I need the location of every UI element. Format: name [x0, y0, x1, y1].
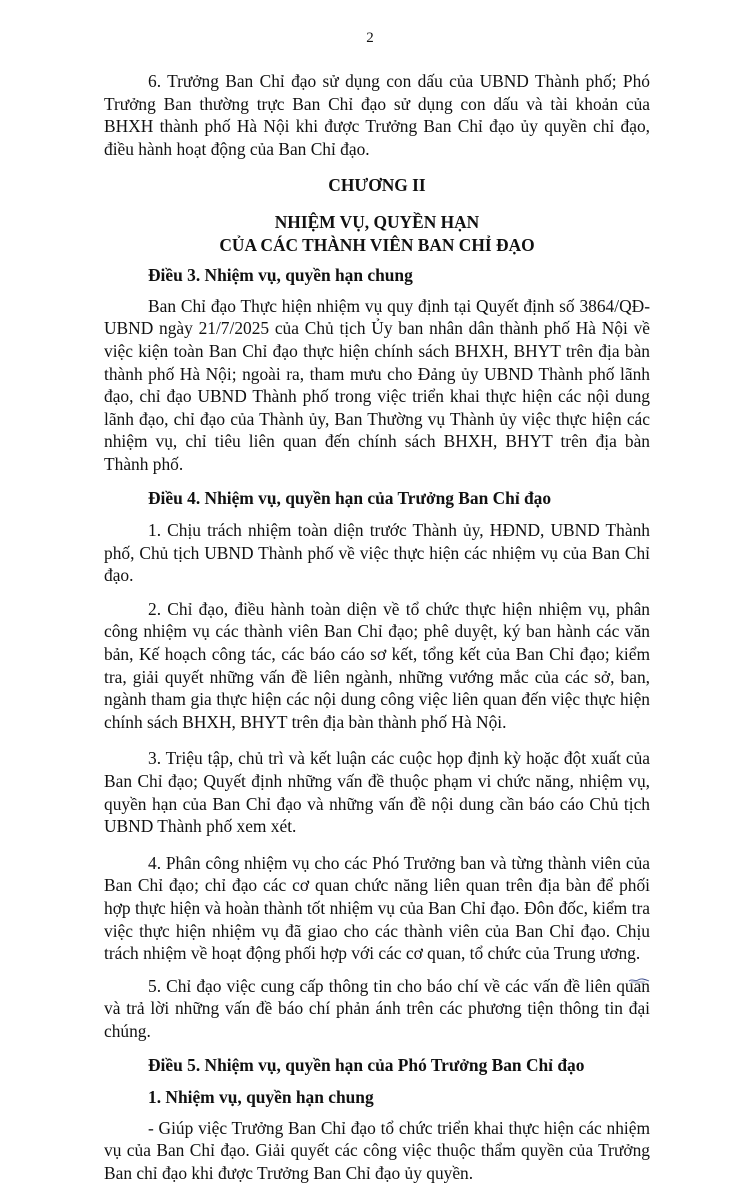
article-5-subheading-1: 1. Nhiệm vụ, quyền hạn chung — [148, 1087, 374, 1108]
article-3-text: Ban Chỉ đạo Thực hiện nhiệm vụ quy định tại Quyết định số 3864/QĐ-UBND ngày 21/7/2025 của Chủ tịch Ủy ban nhân dân thành phố Hà Nội về việc kiện toàn Ban Chỉ đạo thực hiện chính sách BHXH, BHYT trên địa bàn thành phố Hà Nội; ngoài ra, tham mưu cho Đảng ủy UBND Thành phố lãnh đạo, chỉ đạo UBND Thành phố trong việc triển khai thực hiện các nội dung lãnh đạo, chỉ đạo của Thành ủy, Ban Thường vụ Thành ủy việc thực hiện các nhiệm vụ, chỉ tiêu liên quan đến chính sách BHXH, BHYT trên địa bàn Thành phố. — [104, 295, 650, 474]
article-4-item-2: 2. Chỉ đạo, điều hành toàn diện về tổ chức thực hiện nhiệm vụ, phân công nhiệm vụ các thành viên Ban Chỉ đạo; phê duyệt, ký ban hành các văn bản, Kế hoạch công tác, các báo cáo sơ kết, tổng kết của Ban Chỉ đạo; kiểm tra, giải quyết những vấn đề liên ngành, những vướng mắc của các sở, ban, ngành tham gia thực hiện các nội dung công việc liên quan đến việc thực hiện chính sách BHXH, BHYT trên địa bàn thành phố Hà Nội. — [104, 598, 650, 732]
chapter-title-line-2: CỦA CÁC THÀNH VIÊN BAN CHỈ ĐẠO — [219, 234, 535, 255]
article-5-sub1-text: - Giúp việc Trưởng Ban Chỉ đạo tổ chức triển khai thực hiện các nhiệm vụ của Ban Chỉ đạo. Giải quyết các công việc thuộc thẩm quyền của Trưởng Ban chỉ đạo khi được Trưởng Ban Chỉ đạo ủy quyền. — [104, 1117, 650, 1183]
chapter-label: CHƯƠNG II — [328, 175, 426, 196]
article-4-heading: Điều 4. Nhiệm vụ, quyền hạn của Trưởng Ban Chỉ đạo — [148, 487, 552, 508]
initials-mark — [628, 976, 650, 984]
article-4-item-5: 5. Chỉ đạo việc cung cấp thông tin cho báo chí về các vấn đề liên quan và trả lời những vấn đề báo chí phản ánh trên các phương tiện thông tin đại chúng. — [104, 975, 650, 1041]
article-4-item-4: 4. Phân công nhiệm vụ cho các Phó Trưởng ban và từng thành viên của Ban Chỉ đạo; chỉ đạo các cơ quan chức năng liên quan trên địa bàn để phối hợp thực hiện và hoàn thành tốt nhiệm vụ của Ban Chỉ đạo. Đôn đốc, kiểm tra việc thực hiện nhiệm vụ đã giao cho các thành viên của Ban Chỉ đạo. Chịu trách nhiệm về hoạt động phối hợp với các cơ quan, tổ chức của Trung ương. — [104, 852, 650, 964]
article-4-item-1: 1. Chịu trách nhiệm toàn diện trước Thành ủy, HĐND, UBND Thành phố, Chủ tịch UBND Thành phố về việc thực hiện các nhiệm vụ của Ban Chỉ đạo. — [104, 520, 650, 586]
paragraph-truong-ban-con-dau: 6. Trưởng Ban Chỉ đạo sử dụng con dấu của UBND Thành phố; Phó Trưởng Ban thường trực Ban Chỉ đạo sử dụng con dấu và tài khoản của BHXH thành phố Hà Nội khi được Trưởng Ban Chỉ đạo ủy quyền chỉ đạo, điều hành hoạt động của Ban Chỉ đạo. — [104, 71, 650, 159]
article-5-heading: Điều 5. Nhiệm vụ, quyền hạn của Phó Trưởng Ban Chỉ đạo — [148, 1054, 585, 1075]
article-3-heading: Điều 3. Nhiệm vụ, quyền hạn chung — [148, 265, 413, 286]
document-body — [104, 70, 650, 1185]
article-4-item-3: 3. Triệu tập, chủ trì và kết luận các cuộc họp định kỳ hoặc đột xuất của Ban Chỉ đạo; Quyết định những vấn đề thuộc phạm vi chức năng, nhiệm vụ, quyền hạn của Ban Chỉ đạo và những vấn đề nội dung cần báo cáo Chủ tịch UBND Thành phố xem xét. — [104, 748, 650, 837]
chapter-title-line-1: NHIỆM VỤ, QUYỀN HẠN — [274, 211, 480, 232]
page-number: 2 — [366, 30, 374, 46]
